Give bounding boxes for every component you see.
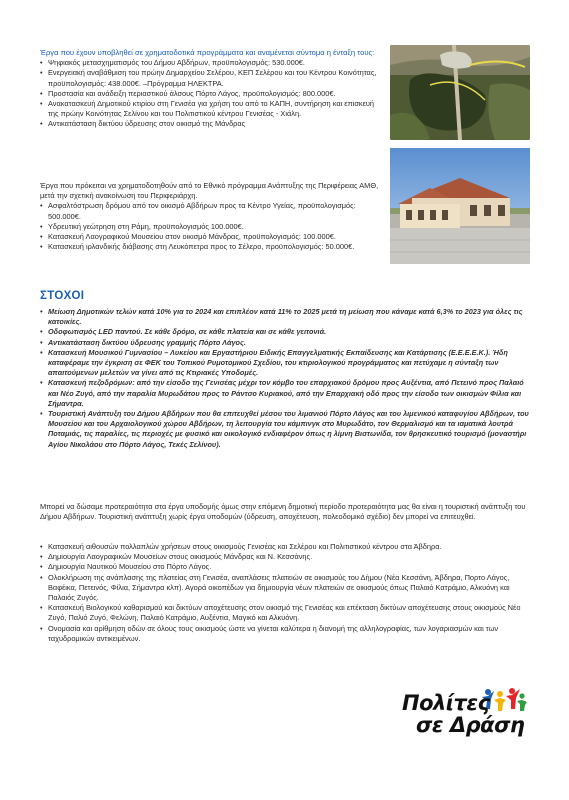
goals-title: ΣΤΟΧΟΙ	[40, 290, 85, 302]
plans-list	[40, 542, 530, 644]
list-item: • Οδοφωτισμός LED παντού. Σε κάθε δρόμο, σε κάθε πλατεία και σε κάθε γειτονιά.	[40, 327, 530, 337]
list-item: • Αντικατάσταση δικτύου ύδρευσης γραμμής Πόρτο Λάγος.	[40, 338, 530, 348]
list-item: • Ενεργειακή αναβάθμιση του πρώην Δημαρχείου Σελέρου, ΚΕΠ Σελέρου και του Κέντρου Κοινότητας, προϋπολογισμός: 438.000€. –Πρόγραμμα ΗΛΕΚΤΡΑ.	[40, 68, 385, 88]
list-item: • Κατασκευή Βιολογικού καθαρισμού και δικτύων αποχέτευσης στον οικισμό της Γενισέας και επέκταση δικτύων αποχέτευσης στους οικισμούς Νέο Ζυγό, Παλιό Ζυγό, Φελώνη, Παλαιό Κατράμιο, Αυξέντια, Μαγικό και Αλκυόνη.	[40, 603, 530, 623]
regional-program-intro: Έργα που πρόκειται να χρηματοδοτηθούν από το Εθνικό πρόγραμμα Ανάπτυξης της Περιφέρειας ΑΜΘ, μετά την σχετική ανακοίνωση του Περιφεριάρχη.	[40, 181, 379, 201]
list-item: • Κατασκευή πεζοδρόμων: από την είσοδο της Γενισέας μέχρι τον κόμβο του επαρχιακού δρόμου προς Αυξέντια, από Πετεινό προς Παλαιό και Νέο Ζυγό, από την παραλία Μυρωδάτου προς το Ράντσο Κυριακού, από την Επαρχιακή οδό προς την είσοδο των οικισμών Φίλια και Σήμαντρα.	[40, 378, 530, 409]
list-item: • Αντικατάσταση δικτύου ύδρευσης στον οικισμό της Μάνδρας	[40, 119, 385, 129]
list-item: • Κατασκευή αιθουσών πολλαπλών χρήσεων στους οικισμούς Γενισέας και Σελέρου και Πολιτιστικού κέντρου στα Άβδηρα.	[40, 542, 530, 552]
building-photo	[390, 148, 530, 264]
list-item: • Υδρευτική γεώτρηση στη Ράμη, προϋπολογισμός 100.000€.	[40, 222, 385, 232]
logo-line-1: Πολίτες	[402, 691, 490, 715]
list-item: • Ανακατασκευή Δημοτικού κτιρίου στη Γενισέα για χρήση του από το ΚΑΠΗ, συντήρηση και επισκευή της πρώην Κοινότητας Σελίνου και του Πολιτιστικού κέντρου Γενισέας - Χιάλη.	[40, 99, 385, 119]
tourism-paragraph: Μπορεί να δώσαμε προτεραιότητα στα έργα υποδομής όμως στην επόμενη δημοτική περίοδο προτεραιότητα μας θα είναι η τουριστική ανάπτυξη του Δήμου Αβδήρων. Τουριστική ανάπτυξη χωρίς έργα υποδομών (ύδρευση, αποχέτευση, πολεοδομικό σχέδιο) δεν μπορεί να επιτευχθεί.	[40, 502, 526, 522]
list-item: • Ονομασία και αρίθμηση οδών σε όλους τους οικισμούς ώστε να γίνεται καλύτερα η διανομή της αλληλογραφίας, των λογαριασμών και των ταχυδρομικών αντικειμένων.	[40, 624, 530, 644]
aerial-photo	[390, 45, 530, 140]
list-item: • Προστασία και ανάδειξη περιαστικού άλσους Πόρτο Λάγος, προϋπολογισμός: 800.000€.	[40, 89, 385, 99]
submitted-projects-list	[40, 58, 385, 129]
submitted-projects-heading: Έργα που έχουν υποβληθεί σε χρηματοδοτικά προγράμματα και αναμένεται σύντομα η ένταξη τους:	[40, 48, 375, 57]
list-item: • Ασφαλτόστρωση δρόμου από τον οικισμό Αβδήρων προς τα Κέντρο Υγείας, προϋπολογισμός: 500.000€.	[40, 201, 385, 221]
list-item: • Μείωση Δημοτικών τελών κατά 10% για το 2024 και επιπλέον κατά 11% το 2025 μετά τη μείωση που κάναμε κατά 6,3% το 2023 για όλες τις κατοικίες.	[40, 307, 530, 327]
list-item: • Κατασκευή Λαογραφικού Μουσείου στον οικισμό Μάνδρας, προϋπολογισμός: 100.000€.	[40, 232, 385, 242]
submitted-projects-section	[40, 48, 385, 130]
regional-program-list	[40, 201, 385, 252]
logo-line-2: σε Δράση	[416, 713, 525, 737]
list-item: • Τουριστική Ανάπτυξη του Δήμου Αβδήρων που θα επιτευχθεί μέσου του λιμανιού Πόρτο Λάγος και του λιμενικού καταφυγίου Αβδήρων, του Μουσείου και του Αρχαιολογικού χώρου Αβδήρων, τη λειτουργία του κάμπινγκ στο Μυρωδάτο, τον Θερμαλισμό και τα ιαματικά λουτρά Ποταμιάς, τις παραλίες, τις περιοχές με φυσικό και οικολογικό ενδιαφέρον όπως η λίμνη Βιστωνίδα, τον θρησκευτικό τουρισμό (μοναστήρι Αγίου Νικολάου στο Πόρτο Λάγος, Τεκές Σελίνου).	[40, 409, 530, 450]
list-item: • Ολοκλήρωση της ανάπλασης της πλατείας στη Γενισέα, αναπλάσεις πλατειών σε οικισμούς του Δήμου (Νέα Κεσσάνη, Άβδηρα, Πορτο Λάγος, Βαφέικα, Πετεινός, Φίλια, Σήμαντρα κλπ). Αγορά οικοπέδων για δημιουργία νέων πλατειών σε οικισμούς όπως Παλαιό Κατράμιο, Αλκυόνη και Παλαιός Ζυγός.	[40, 573, 530, 604]
list-item: • Κατασκευή ιρλανδικής διάβασης στη Λευκόπετρα προς το Σέλερο, προϋπολογισμός: 50.000€.	[40, 242, 385, 252]
goals-section	[40, 307, 530, 450]
list-item: • Δημιουργία Λαογραφικών Μουσείων στους οικισμούς Μάνδρας και Ν. Κεσσάνης.	[40, 552, 530, 562]
list-item: • Δημιουργία Ναυτικού Μουσείου στο Πόρτο Λάγος.	[40, 562, 530, 572]
regional-program-section	[40, 181, 385, 252]
plans-section	[40, 542, 530, 644]
goals-list	[40, 307, 530, 450]
list-item: • Κατασκευή Μουσικού Γυμνασίου – Λυκείου και Εργαστήριου Ειδικής Επαγγελματικής Εκπαίδευσης και Κατάρτισης (Ε.Ε.Ε.Ε.Κ.). Ήδη καταφέραμε την έγκριση σε ΦΕΚ του Τοπικού Ρυμοτομικού Σχεδίου, του κτιριολογικού προγράμματος και πετύχαμε η σύνταξη των απαιτούμενων μελετών να γίνει από τις Κτιριακές Υποδομές.	[40, 348, 530, 379]
list-item: • Ψηφιακός μετασχηματισμός του Δήμου Αβδήρων, προϋπολογισμός: 530.000€.	[40, 58, 385, 68]
politis-se-drasi-logo	[402, 687, 527, 745]
